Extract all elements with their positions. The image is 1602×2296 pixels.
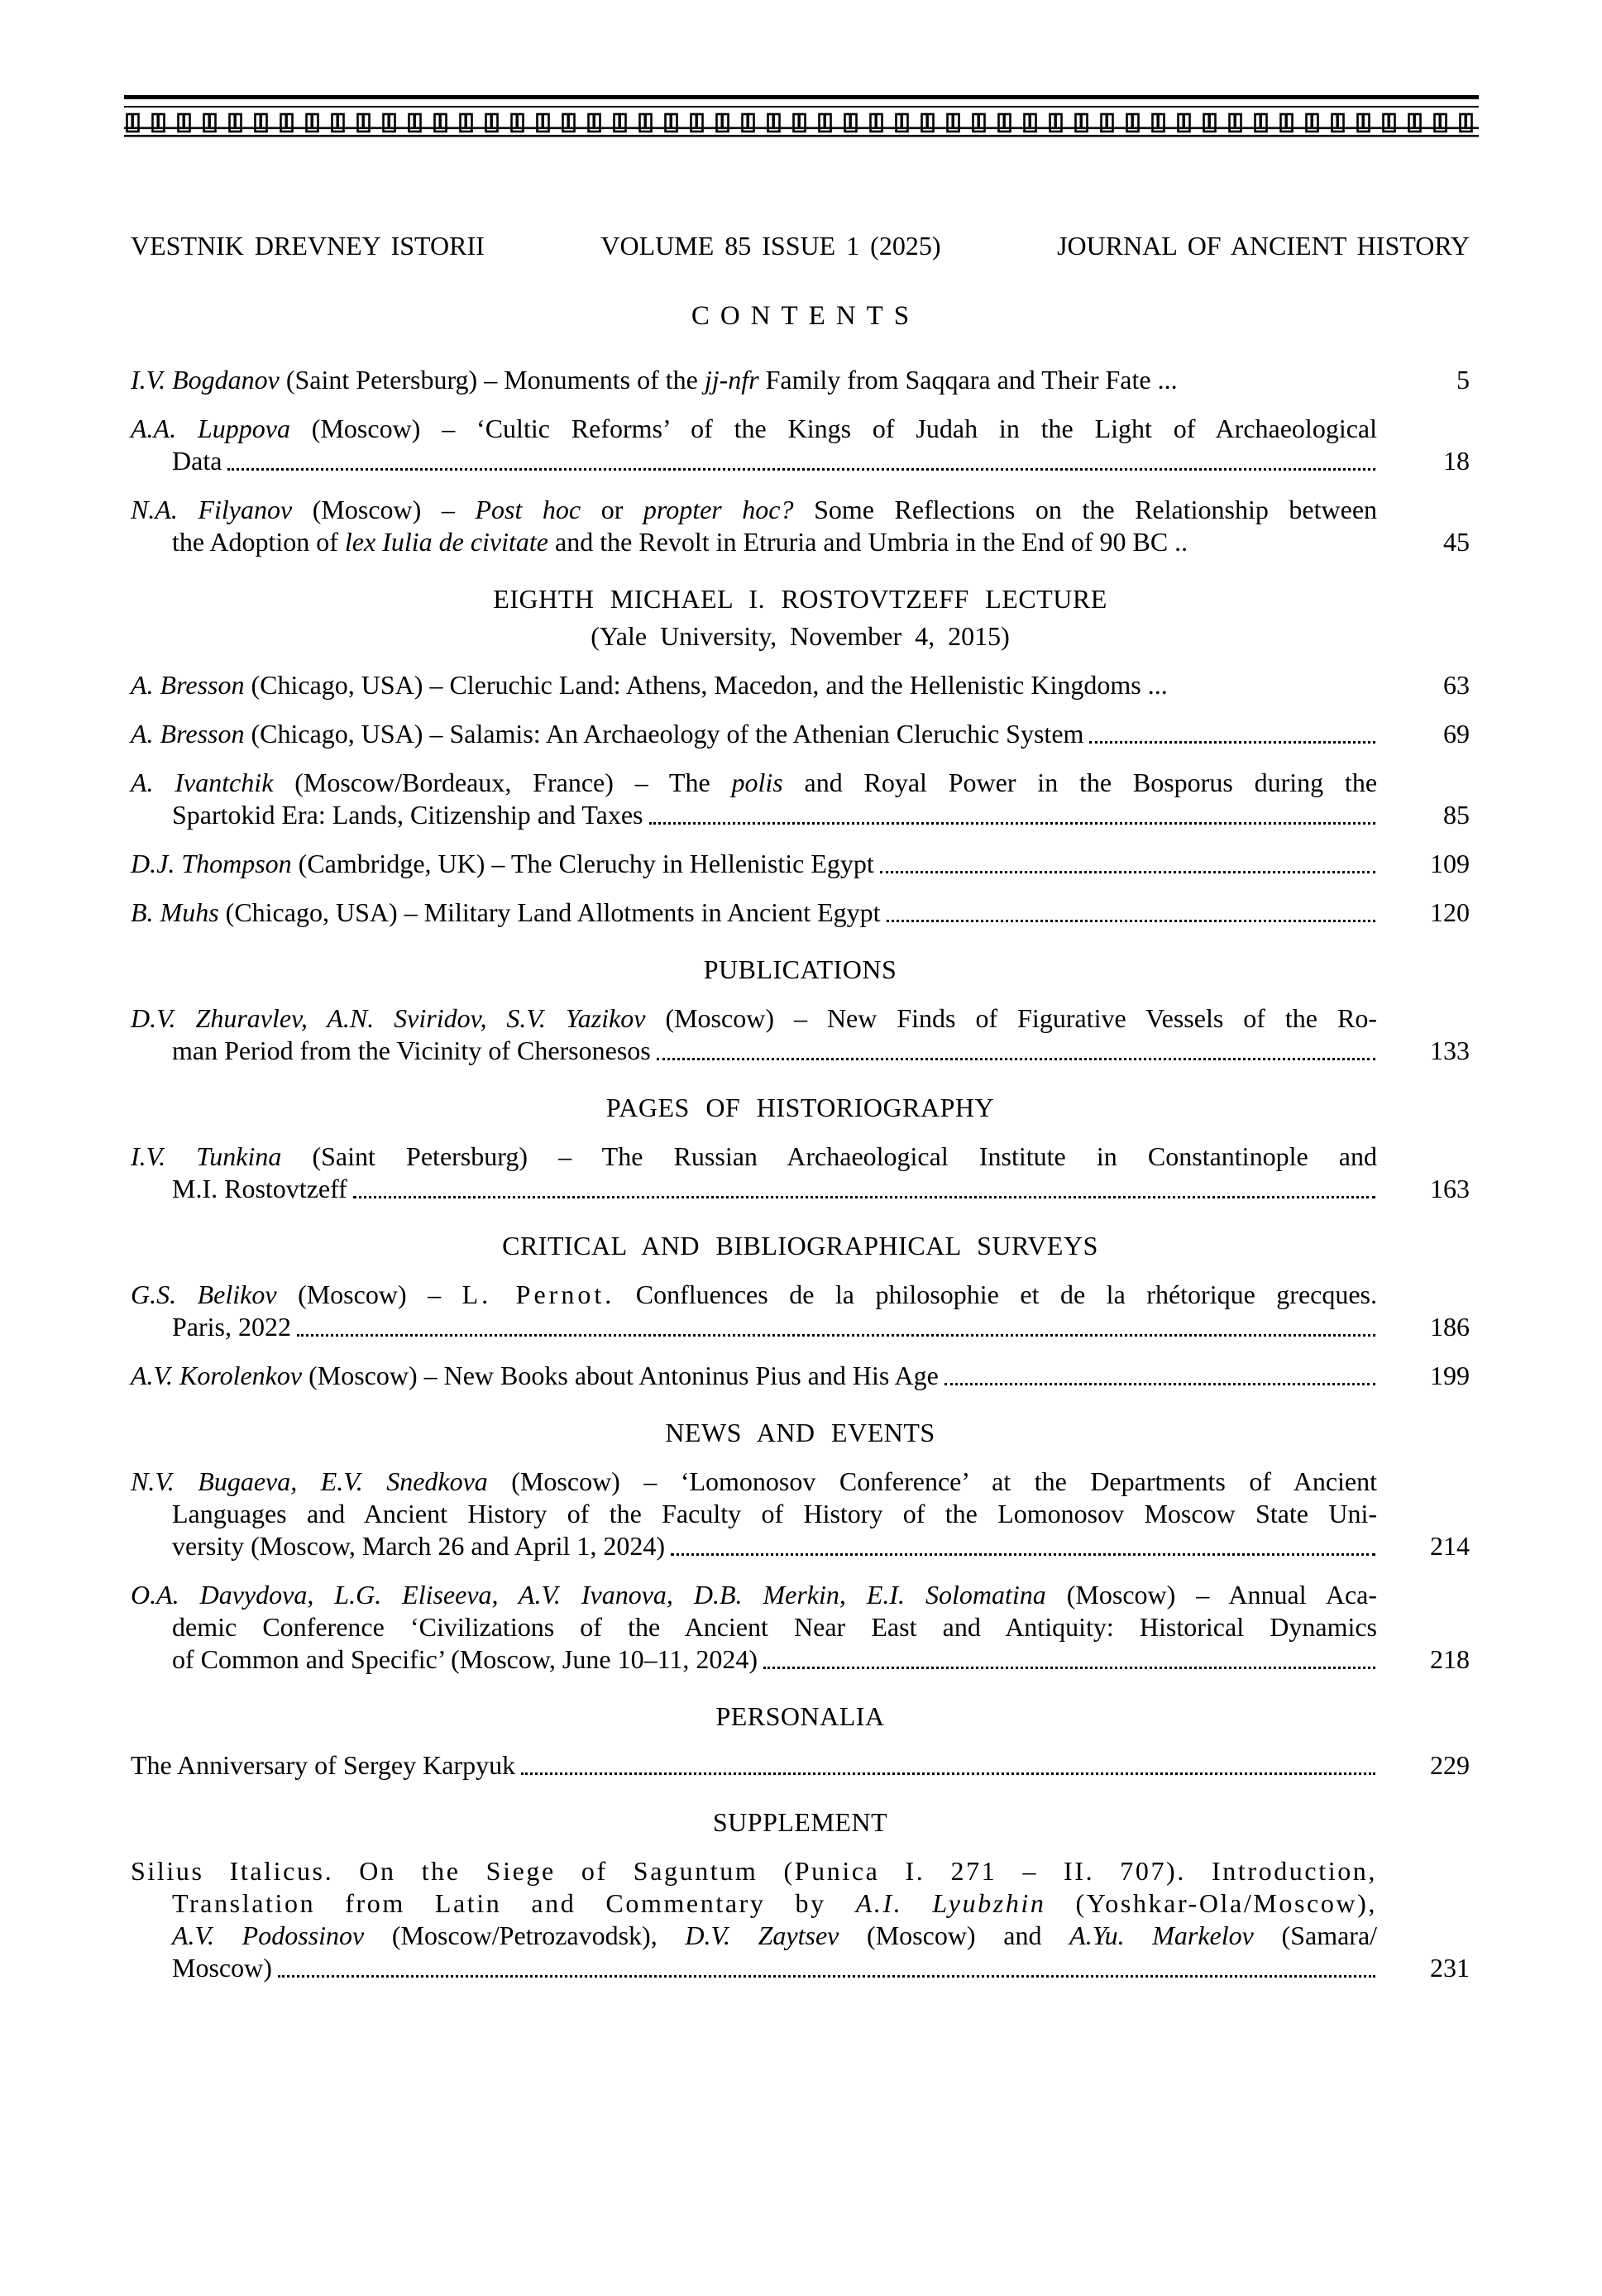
greek-key-border <box>124 95 1479 137</box>
section-heading: PUBLICATIONS <box>703 954 897 984</box>
border-rule-thick <box>124 95 1479 99</box>
toc-entry <box>131 494 1470 558</box>
toc-entry-line: demic Conference ‘Civilizations of the Ancient Near East and Antiquity: Historical Dynamics <box>172 1612 1377 1642</box>
toc-entry-text-column <box>131 718 1377 750</box>
dot-leader <box>521 1772 1375 1775</box>
toc-entry-line: N.A. Filyanov (Moscow) – Post hoc or propter hoc? Some Reflections on the Relationship between <box>131 495 1378 524</box>
toc-entry <box>131 1749 1470 1782</box>
toc-entry <box>131 897 1470 929</box>
section-heading-group <box>131 1417 1470 1449</box>
toc-entry <box>131 1002 1470 1067</box>
toc-entry-text-column <box>131 1952 1377 1984</box>
page-number: 85 <box>1443 800 1470 830</box>
section-heading-group <box>131 583 1470 653</box>
page-number: 186 <box>1430 1312 1470 1342</box>
page-number: 63 <box>1443 670 1470 700</box>
section-heading: CRITICAL AND BIBLIOGRAPHICAL SURVEYS <box>502 1231 1098 1260</box>
toc-entry <box>131 669 1470 701</box>
dot-leader <box>880 871 1375 873</box>
dot-leader <box>278 1975 1375 1978</box>
volume-issue-year: VOLUME 85 ISSUE 1 (2025) <box>600 231 941 261</box>
page-number: 120 <box>1430 897 1470 927</box>
toc-entry-text-column <box>131 897 1377 929</box>
toc-entry <box>131 1279 1470 1343</box>
toc-entry-text: D.J. Thompson (Cambridge, UK) – The Cleruchy in Hellenistic Egypt <box>131 849 874 878</box>
toc-entry-text-column <box>131 1749 1377 1782</box>
toc-entry-text: A. Bresson (Chicago, USA) – Salamis: An Archaeology of the Athenian Cleruchic System <box>131 719 1084 749</box>
toc-entry <box>131 1579 1470 1676</box>
page-number: 199 <box>1430 1361 1470 1390</box>
section-subtitle: (Yale University, November 4, 2015) <box>591 621 1010 651</box>
page-number: 5 <box>1456 365 1470 395</box>
page-number: 214 <box>1430 1531 1470 1561</box>
dot-leader <box>649 822 1376 825</box>
dot-leader <box>763 1667 1375 1669</box>
toc-entry-lastline <box>131 799 1470 831</box>
journal-title-transliterated: VESTNIK DREVNEY ISTORII <box>131 231 485 261</box>
toc-entry-text: versity (Moscow, March 26 and April 1, 2024) <box>172 1531 666 1561</box>
toc-entry-line: G.S. Belikov (Moscow) – L. Pernot. Confluences de la philosophie et de la rhétorique grecques. <box>131 1280 1378 1309</box>
border-rule-thin <box>124 106 1479 108</box>
toc-entry-line: A.A. Luppova (Moscow) – ‘Cultic Reforms’ of the Kings of Judah in the Light of Archaeological <box>131 414 1378 443</box>
section-heading-group <box>131 1230 1470 1262</box>
toc-entry <box>131 1360 1470 1392</box>
page-number: 229 <box>1430 1750 1470 1780</box>
toc-entry-text: Paris, 2022 <box>172 1312 291 1342</box>
toc-entry-text: man Period from the Vicinity of Chersonesos <box>172 1036 651 1065</box>
toc-entry-lastline <box>131 526 1470 558</box>
toc-entry-lastline <box>131 718 1470 750</box>
section-heading: EIGHTH MICHAEL I. ROSTOVTZEFF LECTURE <box>493 584 1107 614</box>
toc-entry <box>131 364 1470 396</box>
toc-entry-lastline <box>131 1530 1470 1562</box>
toc-entry-text: Moscow) <box>172 1953 272 1983</box>
toc-entry-text: I.V. Bogdanov (Saint Petersburg) – Monuments of the jj-nfr Family from Saqqara and Their Fate ... <box>131 365 1178 395</box>
toc-entry-text-column <box>131 1530 1377 1562</box>
toc-entry-text: Data <box>172 446 222 476</box>
dot-leader <box>671 1553 1375 1556</box>
toc-entry <box>131 1141 1470 1205</box>
section-heading-group <box>131 1700 1470 1733</box>
page-number: 163 <box>1430 1174 1470 1203</box>
page-number: 45 <box>1443 527 1470 557</box>
toc-entry-text-column <box>131 445 1377 477</box>
toc-entry <box>131 1855 1470 1984</box>
toc-entry-lastline <box>131 445 1470 477</box>
toc-entry-text-column <box>131 669 1377 701</box>
toc-entry-text: B. Muhs (Chicago, USA) – Military Land Allotments in Ancient Egypt <box>131 897 881 927</box>
toc-entry-text: A. Bresson (Chicago, USA) – Cleruchic Land: Athens, Macedon, and the Hellenistic Kingdoms ... <box>131 670 1168 700</box>
toc-entry-lastline <box>131 1035 1470 1067</box>
page-number: 109 <box>1430 849 1470 878</box>
section-heading-group <box>131 1092 1470 1124</box>
toc-entry-line: D.V. Zhuravlev, A.N. Sviridov, S.V. Yazikov (Moscow) – New Finds of Figurative Vessels of the Ro- <box>131 1003 1378 1033</box>
toc-entry-text-column <box>131 848 1377 880</box>
page-number: 218 <box>1430 1644 1470 1674</box>
toc-entry-text-column <box>131 1360 1377 1392</box>
section-heading-group <box>131 954 1470 986</box>
toc-entry-text: M.I. Rostovtzeff <box>172 1174 347 1203</box>
page-number: 133 <box>1430 1036 1470 1065</box>
page-number: 231 <box>1430 1953 1470 1983</box>
toc-entry-text-column <box>131 526 1377 558</box>
toc-entry-text-column <box>131 364 1377 396</box>
toc-entry-lastline <box>131 1952 1470 1984</box>
dot-leader <box>944 1383 1375 1385</box>
dot-leader <box>353 1196 1375 1198</box>
toc-list <box>131 364 1470 1984</box>
toc-entry-lastline <box>131 897 1470 929</box>
toc-entry <box>131 767 1470 831</box>
dot-leader <box>297 1334 1375 1337</box>
section-heading-group <box>131 1806 1470 1839</box>
dot-leader <box>887 920 1375 922</box>
toc-entry-text-column <box>131 1035 1377 1067</box>
section-heading: NEWS AND EVENTS <box>665 1418 935 1447</box>
page-number: 69 <box>1443 719 1470 749</box>
section-heading: SUPPLEMENT <box>712 1807 888 1837</box>
toc-entry-line: N.V. Bugaeva, E.V. Snedkova (Moscow) – ‘Lomonosov Conference’ at the Departments of Ancient <box>131 1466 1377 1496</box>
toc-entry-lastline <box>131 669 1470 701</box>
section-heading: PAGES OF HISTORIOGRAPHY <box>605 1093 995 1122</box>
toc-entry-text-column <box>131 799 1377 831</box>
toc-entry-lastline <box>131 1360 1470 1392</box>
dot-leader <box>1089 741 1375 744</box>
toc-entry <box>131 718 1470 750</box>
toc-entry <box>131 848 1470 880</box>
toc-entry-line: Translation from Latin and Commentary by A.I. Lyubzhin (Yoshkar-Ola/Moscow), <box>172 1888 1377 1918</box>
dot-leader <box>227 468 1375 471</box>
toc-entry-line: A.V. Podossinov (Moscow/Petrozavodsk), D.V. Zaytsev (Moscow) and A.Yu. Markelov (Samara/ <box>172 1921 1378 1950</box>
toc-entry-lastline <box>131 364 1470 396</box>
toc-entry-text-column <box>131 1311 1377 1343</box>
toc-entry <box>131 413 1470 477</box>
journal-title-english: JOURNAL OF ANCIENT HISTORY <box>1057 231 1470 261</box>
toc-entry-text: of Common and Specific’ (Moscow, June 10–11, 2024) <box>172 1644 758 1674</box>
toc-entry-lastline <box>131 1643 1470 1676</box>
toc-entry-text: the Adoption of lex Iulia de civitate and the Revolt in Etruria and Umbria in the End of 90 BC .. <box>172 527 1188 557</box>
toc-entry-lastline <box>131 1173 1470 1205</box>
section-heading: PERSONALIA <box>715 1701 885 1731</box>
toc-entry-lastline <box>131 848 1470 880</box>
greek-key-pattern <box>124 112 1479 137</box>
dot-leader <box>657 1058 1375 1060</box>
toc-entry-line: O.A. Davydova, L.G. Eliseeva, A.V. Ivanova, D.B. Merkin, E.I. Solomatina (Moscow) – Annual Aca- <box>131 1580 1378 1610</box>
toc-entry-text: Spartokid Era: Lands, Citizenship and Taxes <box>172 800 643 830</box>
masthead <box>131 230 1470 262</box>
toc-entry-lastline <box>131 1749 1470 1782</box>
toc-entry-text: A.V. Korolenkov (Moscow) – New Books about Antoninus Pius and His Age <box>131 1361 939 1390</box>
toc-entry-text-column <box>131 1173 1377 1205</box>
toc-entry-lastline <box>131 1311 1470 1343</box>
toc-entry-line: A. Ivantchik (Moscow/Bordeaux, France) – The polis and Royal Power in the Bosporus during the <box>131 768 1378 797</box>
contents-title: CONTENTS <box>691 301 921 331</box>
toc-entry-text-column <box>131 1643 1377 1676</box>
toc-entry-text: The Anniversary of Sergey Karpyuk <box>131 1750 516 1780</box>
toc-entry-line: I.V. Tunkina (Saint Petersburg) – The Russian Archaeological Institute in Constantinople and <box>131 1141 1378 1171</box>
toc-entry-line: Languages and Ancient History of the Faculty of History of the Lomonosov Moscow State Uni- <box>172 1499 1377 1528</box>
toc-entry <box>131 1466 1470 1562</box>
spaced-name: L. Pernot. <box>461 1280 615 1309</box>
toc-entry-line: Silius Italicus. On the Siege of Saguntum (Punica I. 271 – II. 707). Introduction, <box>131 1856 1377 1886</box>
page-number: 18 <box>1443 446 1470 476</box>
